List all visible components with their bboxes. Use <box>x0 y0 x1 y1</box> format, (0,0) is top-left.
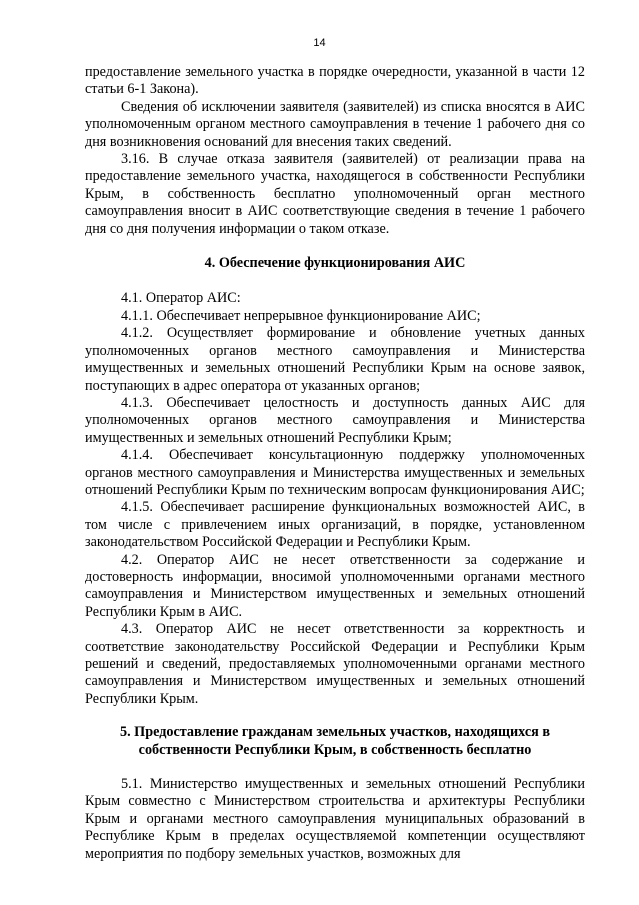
section-4-heading: 4. Обеспечение функционирования АИС <box>204 255 466 272</box>
paragraph-3-16: 3.16. В случае отказа заявителя (заявителей) от реализации права на предоставление земельного участка, находящегося в собственности Республики Крым, в собственность бесплатно уполномоченный орган местного самоуправления вносит в АИС соответствующие сведения в течение 1 рабочего дня со дня получения информации о таком отказе. <box>85 151 585 237</box>
page-number: 14 <box>313 37 326 49</box>
paragraph-continuation: предоставление земельного участка в порядке очередности, указанной в части 12 статьи 6-1 Закона). <box>85 64 585 98</box>
paragraph-4-2: 4.2. Оператор АИС не несет ответственности за содержание и достоверность информации, вносимой уполномоченными органами местного самоуправления и Министерством имущественных и земельных отношений Республики Крым в АИС. <box>85 551 585 620</box>
section-5-heading <box>85 724 585 759</box>
paragraph-4-1-3: 4.1.3. Обеспечивает целостность и доступность данных АИС для уполномоченных органов местного самоуправления и Министерства имущественных и земельных отношений Республики Крым; <box>85 394 585 446</box>
paragraph-4-3: 4.3. Оператор АИС не несет ответственности за корректность и соответствие законодательству Российской Федерации и Республики Крым решений и сведений, предоставляемых уполномоченными органами местного самоуправления и Министерством имущественных и земельных отношений Республики Крым. <box>85 621 585 707</box>
paragraph-4-1-1: 4.1.1. Обеспечивает непрерывное функционирование АИС; <box>121 307 481 324</box>
paragraph-exclusion-info: Сведения об исключении заявителя (заявителей) из списка вносятся в АИС уполномоченным органом местного самоуправления в течение 1 рабочего дня со дня возникновения оснований для внесения таких сведений. <box>85 98 585 150</box>
paragraph-4-1-4: 4.1.4. Обеспечивает консультационную поддержку уполномоченных органов местного самоуправления и Министерства имущественных и земельных отношений Республики Крым по техническим вопросам функционирования АИС; <box>85 447 585 498</box>
section-5-heading-line1: 5. Предоставление гражданам земельных участков, находящихся в <box>119 724 551 741</box>
paragraph-5-1: 5.1. Министерство имущественных и земельных отношений Республики Крым совместно с Министерством строительства и архитектуры Республики Крым и органами местного самоуправления муниципальных образований в Республике Крым в пределах осуществляемой компетенции осуществляют мероприятия по подбору земельных участков, возможных для <box>85 776 585 862</box>
paragraph-4-1-2: 4.1.2. Осуществляет формирование и обновление учетных данных уполномоченных органов местного самоуправления и Министерства имущественных и земельных отношений Республики Крым на основе заявок, поступающих в адрес оператора от указанных органов; <box>85 325 585 394</box>
paragraph-4-1: 4.1. Оператор АИС: <box>121 290 241 307</box>
paragraph-4-1-5: 4.1.5. Обеспечивает расширение функциональных возможностей АИС, в том числе с привлечением иных организаций, в порядке, установленном законодательством Российской Федерации и Республики Крым. <box>85 499 585 551</box>
section-5-heading-line2: собственности Республики Крым, в собственность бесплатно <box>138 741 532 758</box>
